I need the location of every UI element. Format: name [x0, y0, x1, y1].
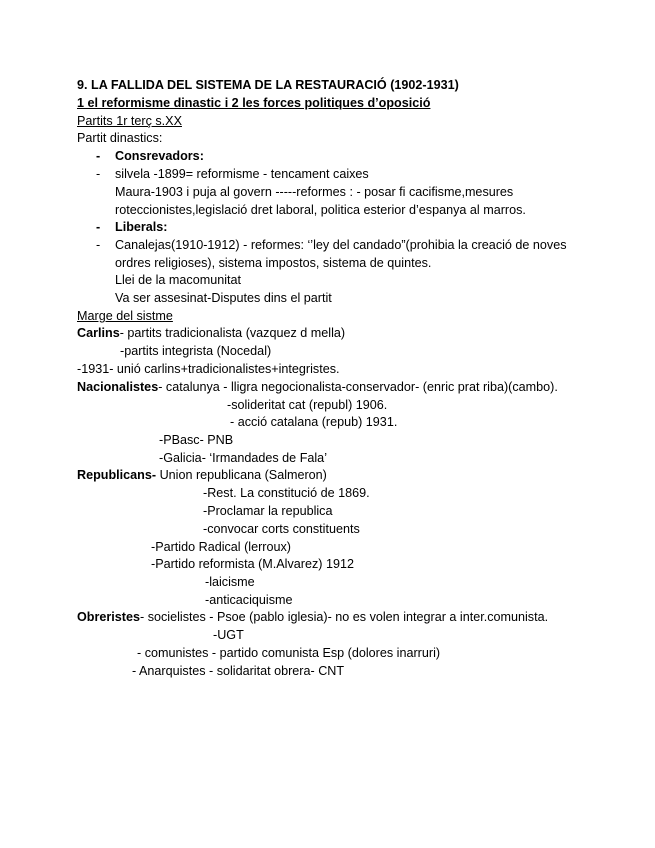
republicans-line: -Rest. La constitució de 1869.	[203, 486, 370, 500]
carlins-line: -partits integrista (Nocedal)	[120, 344, 272, 358]
conservadors-line: Maura-1903 i puja al govern -----reformes : - posar fi cacifisme,mesures	[115, 185, 514, 199]
republicans-line: -Partido reformista (M.Alvarez) 1912	[151, 557, 354, 571]
carlins-label: Carlins	[77, 326, 120, 340]
section-heading-partits: Partits 1r terç s.XX	[77, 114, 182, 128]
section-heading-marge: Marge del sistme	[77, 309, 173, 323]
partit-dinastics-intro: Partit dinastics:	[77, 131, 163, 145]
carlins-line	[77, 325, 345, 341]
nacionalistes-label: Nacionalistes	[77, 380, 159, 394]
republicans-line: -laicisme	[205, 575, 255, 589]
nacionalistes-line	[77, 379, 558, 395]
republicans-line: -Proclamar la republica	[203, 504, 333, 518]
document-subtitle: 1 el reformisme dinastic i 2 les forces politiques d’oposició	[77, 96, 431, 110]
obreristes-line: - Anarquistes - solidaritat obrera- CNT	[132, 664, 345, 678]
document-title: 9. LA FALLIDA DEL SISTEMA DE LA RESTAURACIÓ (1902-1931)	[77, 78, 459, 92]
obreristes-text: - socielistes - Psoe (pablo iglesia)- no es volen integrar a inter.comunista.	[140, 610, 549, 624]
republicans-line: -Partido Radical (lerroux)	[151, 540, 291, 554]
nacionalistes-line: - acció catalana (repub) 1931.	[230, 415, 398, 429]
conservadors-line: silvela -1899= reformisme - tencament caixes	[115, 167, 369, 181]
carlins-line: -1931- unió carlins+tradicionalistes+integristes.	[77, 362, 340, 376]
conservadors-line: roteccionistes,legislació dret laboral, politica esterior d’espanya al marros.	[115, 203, 526, 217]
conservadors-label: Consrevadors:	[115, 149, 204, 163]
liberals-line: Va ser assesinat-Disputes dins el partit	[115, 291, 332, 305]
liberals-line: ordres religioses), sistema impostos, sistema de quintes.	[115, 256, 432, 270]
obreristes-line	[77, 609, 548, 625]
republicans-line: -anticaciquisme	[205, 593, 293, 607]
nacionalistes-line: -Galicia- ‘Irmandades de Fala’	[159, 451, 327, 465]
bullet-dash: -	[96, 149, 101, 163]
nacionalistes-line: -PBasc- PNB	[159, 433, 234, 447]
liberals-line: Llei de la macomunitat	[115, 273, 242, 287]
republicans-text: Union republicana (Salmeron)	[156, 468, 327, 482]
obreristes-line: -UGT	[213, 628, 244, 642]
nacionalistes-line: -solideritat cat (republ) 1906.	[227, 398, 388, 412]
bullet-dash: -	[96, 167, 101, 181]
liberals-line: Canalejas(1910-1912) - reformes: ‘’ley del candado”(prohibia la creació de noves	[115, 238, 567, 252]
carlins-text: - partits tradicionalista (vazquez d mella)	[119, 326, 346, 340]
republicans-line	[77, 467, 327, 483]
republicans-line: -convocar corts constituents	[203, 522, 360, 536]
republicans-label: Republicans-	[77, 468, 157, 482]
nacionalistes-text: - catalunya - lligra negocionalista-conservador- (enric prat riba)(cambo).	[158, 380, 558, 394]
liberals-label: Liberals:	[115, 220, 168, 234]
obreristes-label: Obreristes	[77, 610, 140, 624]
bullet-dash: -	[96, 238, 101, 252]
obreristes-line: - comunistes - partido comunista Esp (dolores inarruri)	[137, 646, 441, 660]
bullet-dash: -	[96, 220, 101, 234]
